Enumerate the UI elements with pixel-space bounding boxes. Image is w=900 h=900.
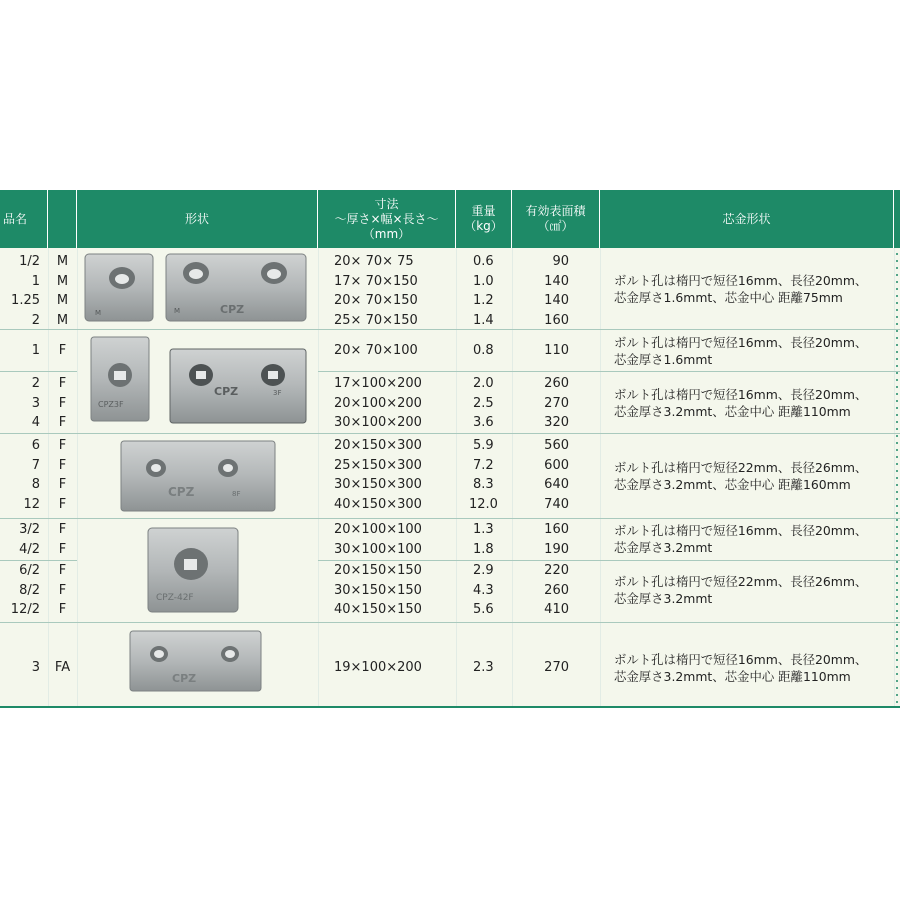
group-1-note: ボルト孔は楕円で短径16mm、長径20mm、 芯金厚さ1.6mmt、芯金中心 距離75mm	[614, 273, 868, 305]
group-5-note: ボルト孔は楕円で短径16mm、長径20mm、 芯金厚さ3.2mmt	[614, 523, 868, 555]
group-1-dimensions: 20× 70× 75 17× 70×150 20× 70×150 25× 70×150	[334, 254, 418, 328]
anode-f-large-brand: CPZ	[214, 385, 239, 398]
anode-f-large-code: 3F	[273, 389, 282, 397]
anode-m-small-stamp: M	[95, 309, 102, 317]
header-hinmei-text: 品名	[3, 211, 28, 226]
header-shinkin-text: 芯金形状	[722, 211, 771, 226]
group-1-area: 90 140 140 160	[544, 254, 569, 328]
anode-f12-code: 8F	[232, 490, 241, 498]
group-2-note: ボルト孔は楕円で短径16mm、長径20mm、 芯金厚さ1.6mmt	[614, 335, 868, 367]
header-hyomen	[512, 190, 600, 248]
group-6-note: ボルト孔は楕円で短径22mm、長径26mm、 芯金厚さ3.2mmt	[614, 574, 868, 606]
header-hinmei	[0, 190, 48, 248]
row-rule	[0, 433, 900, 434]
anode-m-large-brand: CPZ	[220, 303, 245, 316]
anode-f12-shape	[118, 438, 278, 514]
group-5-dimensions: 20×100×100 30×100×100	[334, 522, 422, 557]
group-6-area: 220 260 410	[544, 563, 569, 617]
group-4-num: 6 7 8 12	[23, 438, 40, 512]
anode-m-small	[85, 254, 153, 321]
group-6-weight: 2.9 4.3 5.6	[473, 563, 494, 617]
group-7-dimensions: 19×100×200	[334, 660, 422, 675]
group-1-type: M M M M	[56, 254, 69, 328]
group-6-dimensions: 20×150×150 30×150×150 40×150×150	[334, 563, 422, 617]
group-4-area: 560 600 640 740	[544, 438, 569, 512]
group-2-weight: 0.8	[473, 343, 494, 358]
header-keijo	[77, 190, 318, 248]
group-3-weight: 2.0 2.5 3.6	[473, 376, 494, 430]
group-4-note: ボルト孔は楕円で短径22mm、長径26mm、 芯金厚さ3.2mmt、芯金中心 距離160mm	[614, 460, 868, 492]
anode-m-group-shapes	[78, 249, 318, 329]
group-2-dimensions: 20× 70×100	[334, 343, 418, 358]
row-rule	[0, 371, 77, 372]
anode-f12-brand: CPZ	[168, 485, 195, 499]
anode-f-small-stamp: CPZ3F	[98, 400, 124, 409]
column-rule	[318, 248, 319, 706]
group-5-weight: 1.3 1.8	[473, 522, 494, 557]
header-juryo-line1: 重量	[471, 204, 496, 218]
group-4-dimensions: 20×150×300 25×150×300 30×150×300 40×150×300	[334, 438, 422, 512]
header-sunpo-line1: 寸法	[374, 196, 399, 211]
header-type-blank	[48, 190, 77, 248]
group-4-type: F F F F	[58, 438, 67, 512]
header-sunpo-line2: ～厚さ×幅×長さ～	[334, 211, 439, 226]
group-7-num: 3	[31, 660, 40, 675]
header-keijo-text: 形状	[184, 211, 209, 226]
row-rule	[0, 622, 900, 623]
group-6-num: 6/2 8/2 12/2	[10, 563, 40, 617]
anode-fa-shape	[126, 627, 266, 695]
header-shinkin	[600, 190, 894, 248]
anode-m-large-code: M	[174, 307, 181, 315]
anode-f-square-shape	[144, 524, 244, 616]
group-2-num: 1	[31, 343, 40, 358]
anode-m-large	[166, 254, 306, 321]
group-3-type: F F F	[58, 376, 67, 430]
header-juryo-line2: （kg）	[464, 219, 503, 233]
group-3-num: 2 3 4	[31, 376, 40, 430]
group-2-area: 110	[544, 343, 569, 358]
group-7-area: 270	[544, 660, 569, 675]
right-edge-dots	[894, 190, 900, 706]
group-7-weight: 2.3	[473, 660, 494, 675]
anode-f-small	[91, 337, 149, 421]
header-juryo	[456, 190, 512, 248]
header-sunpo	[318, 190, 456, 248]
anode-f-square-stamp: CPZ-42F	[156, 593, 194, 603]
column-rule	[600, 248, 601, 706]
row-rule	[318, 371, 900, 372]
group-3-dimensions: 17×100×200 20×100×200 30×100×200	[334, 376, 422, 430]
header-hyomen-line1: 有効表面積	[525, 204, 586, 218]
column-rule	[456, 248, 457, 706]
group-5-num: 3/2 4/2	[19, 522, 40, 557]
group-2-type: F	[58, 343, 67, 358]
group-7-type: FA	[54, 660, 71, 675]
group-4-weight: 5.9 7.2 8.3 12.0	[469, 438, 498, 512]
group-7-note: ボルト孔は楕円で短径16mm、長径20mm、 芯金厚さ3.2mmt、芯金中心 距離110mm	[614, 652, 868, 684]
group-1-num: 1/2 1 1.25 2	[11, 254, 40, 328]
group-1-weight: 0.6 1.0 1.2 1.4	[473, 254, 494, 328]
row-rule	[0, 518, 900, 519]
group-3-area: 260 270 320	[544, 376, 569, 430]
anode-f-large	[170, 349, 306, 423]
anode-f-group-shapes	[78, 331, 318, 431]
group-3-note: ボルト孔は楕円で短径16mm、長径20mm、 芯金厚さ3.2mmt、芯金中心 距離110mm	[614, 387, 868, 419]
group-5-area: 160 190	[544, 522, 569, 557]
group-6-type: F F F	[58, 563, 67, 617]
anode-spec-table	[0, 190, 900, 708]
header-sunpo-line3: （mm）	[362, 226, 411, 241]
header-hyomen-line2: （㎠）	[537, 219, 574, 233]
group-5-type: F F	[58, 522, 67, 557]
anode-fa-brand: CPZ	[172, 672, 197, 685]
